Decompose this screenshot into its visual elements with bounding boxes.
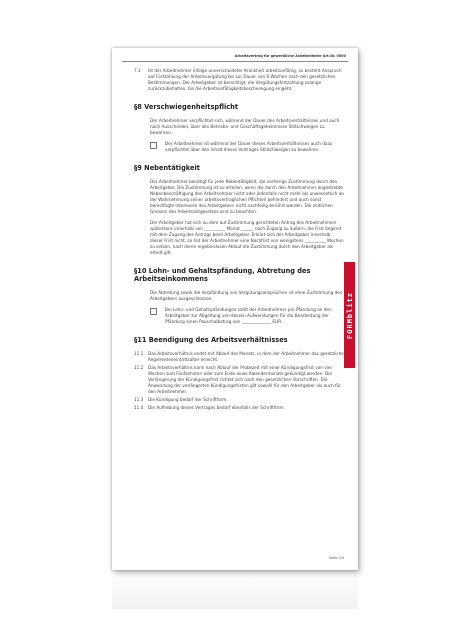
section-11-title: §11 Beendigung des Arbeitsverhältnisses [134,336,288,344]
clause-11-4 [134,405,344,411]
clause-text: Ist der Arbeitnehmer infolge unverschuldeter Krankheit arbeitsunfähig, so besteht Anspruch auf Fortzahlung der Arbeitsvergütung bis zur Dauer von 6 Wochen nach den gesetzlichen Bestimmungen. Der Arbeitgeber ist berechtigt, die Vergütungsfortzahlung solange zurückzubehalten, bis die Arbeitsunfähigkeitsbescheinigung eingeht. [148,68,342,91]
section-10-option [134,307,344,325]
clause-text: Das Arbeitsverhältnis endet mit Ablauf des Monats, in dem der Arbeitnehmer das gesetzliche Regelrenteneintrittsalter erreicht. [148,351,344,362]
option-text: Bei Lohn- und Gehaltspfändungen zahlt der Arbeitnehmer pro Pfändung an den Arbeitgeber zur Abgeltung von dessen Aufwendungen für die Bearbeitung der Pfändung einen Pauschalbetrag von ______________ EUR. [165,307,332,324]
header-rule [122,61,348,62]
clause-text: Das Arbeitsverhältnis kann nach Ablauf der Probezeit mit einer Kündigungsfrist von vier Wochen zum Fünfzehnten oder zum Ende eines Kalendermonats gekündigt werden. Die Verlängerung der Kündigungsfrist richtet sich nach den gesetzlichen Vorschriften. Die Anwendung der verlängerten Kündigungsfristen gilt sowohl für den Arbeitgeber als auch für den Arbeitnehmer. [148,365,341,394]
document-page [112,48,358,570]
section-8-paragraph: Der Arbeitnehmer verpflichtet sich, während der Dauer des Arbeitsverhältnisses und auch nach Ausscheiden, über alle Betriebs- und Geschäftsgeheimnisse Stillschweigen zu bewahren. [150,118,340,135]
page-reflection [112,571,358,609]
section-10-paragraph: Die Abtretung sowie die Verpfändung von Vergütungsansprüchen ist ohne Zustimmung des Arbeitgebers ausgeschlossen. [150,290,343,301]
clause-number: 7.3 [134,68,141,73]
clause-number: 11.1 [134,351,144,356]
header-art-nr: Art.Nr. 0500 [322,54,346,58]
clause-7-3 [134,68,344,92]
option-checkbox[interactable] [150,308,157,315]
clause-text: Die Kündigung bedarf der Schriftform. [148,397,228,402]
clause-11-1 [134,351,344,363]
clause-text: Die Aufhebung dieses Vertrages bedarf ebenfalls der Schriftform. [148,405,285,410]
page-number: Seite 3/4 [328,556,344,560]
section-9-title: §9 Nebentätigkeit [134,164,200,172]
header-title: Arbeitsvertrag für gewerbliche Arbeitnehmer [234,54,322,58]
section-8-option [134,141,344,153]
clause-number: 11.4 [134,405,144,410]
clause-11-3 [134,397,344,403]
clause-number: 11.3 [134,397,144,402]
section-9-paragraph-1: Der Arbeitnehmer benötigt für jede Nebentätigkeit, die vorherige Zustimmung durch den Arbeitgeber. Die Zustimmung ist zu erteilen, wenn die durch den Arbeitnehmer angestrebte Nebenbeschäftigung den Arbeitnehmer nicht oder jedenfalls nicht mehr als unwesentlich an der Wahrnehmung seiner arbeitsvertraglichen Pflichten behindert und auch sonst berechtigte Interessen des Arbeitgebers nicht nachteilig berührt werden. Die zeitlichen Grenzen des Arbeitszeitgesetzes sind zu beachten. [150,179,344,214]
brand-logo [344,262,355,368]
section-8-title: §8 Verschwiegenheitspflicht [134,103,239,111]
section-10-title: §10 Lohn- und Gehaltspfändung, Abtretung des Arbeitseinkommens [134,267,311,283]
clause-11-2 [134,365,344,395]
clause-number: 11.2 [134,365,144,370]
document-content [134,68,344,413]
option-checkbox[interactable] [150,142,157,149]
page-header [235,54,346,58]
option-text: Der Arbeitnehmer ist während der Dauer dieses Arbeitsverhältnisses auch dazu verpflichtet über den Inhalt dieses Vertrages Stillschweigen zu bewahren. [165,141,333,152]
section-9-paragraph-2: Der Arbeitgeber hat sich zu dem auf Zustimmung gerichteten Antrag des Arbeitnehmers spätestens innerhalb von __________ Monat ______ nach Zugang zu äußern; die Frist beginnt mit dem Zugang des Antrags beim Arbeitgeber. Erklärt sich der Arbeitgeber innerhalb dieser Frist nicht, so hat der Arbeitnehmer eine Nachfrist von wenigstens __________ Wochen zu setzen, nach deren ergebnislosen Ablauf die Zustimmung durch den Arbeitgeber als erteilt gilt. [150,220,344,255]
brand-name: FORMblitz [345,291,354,339]
